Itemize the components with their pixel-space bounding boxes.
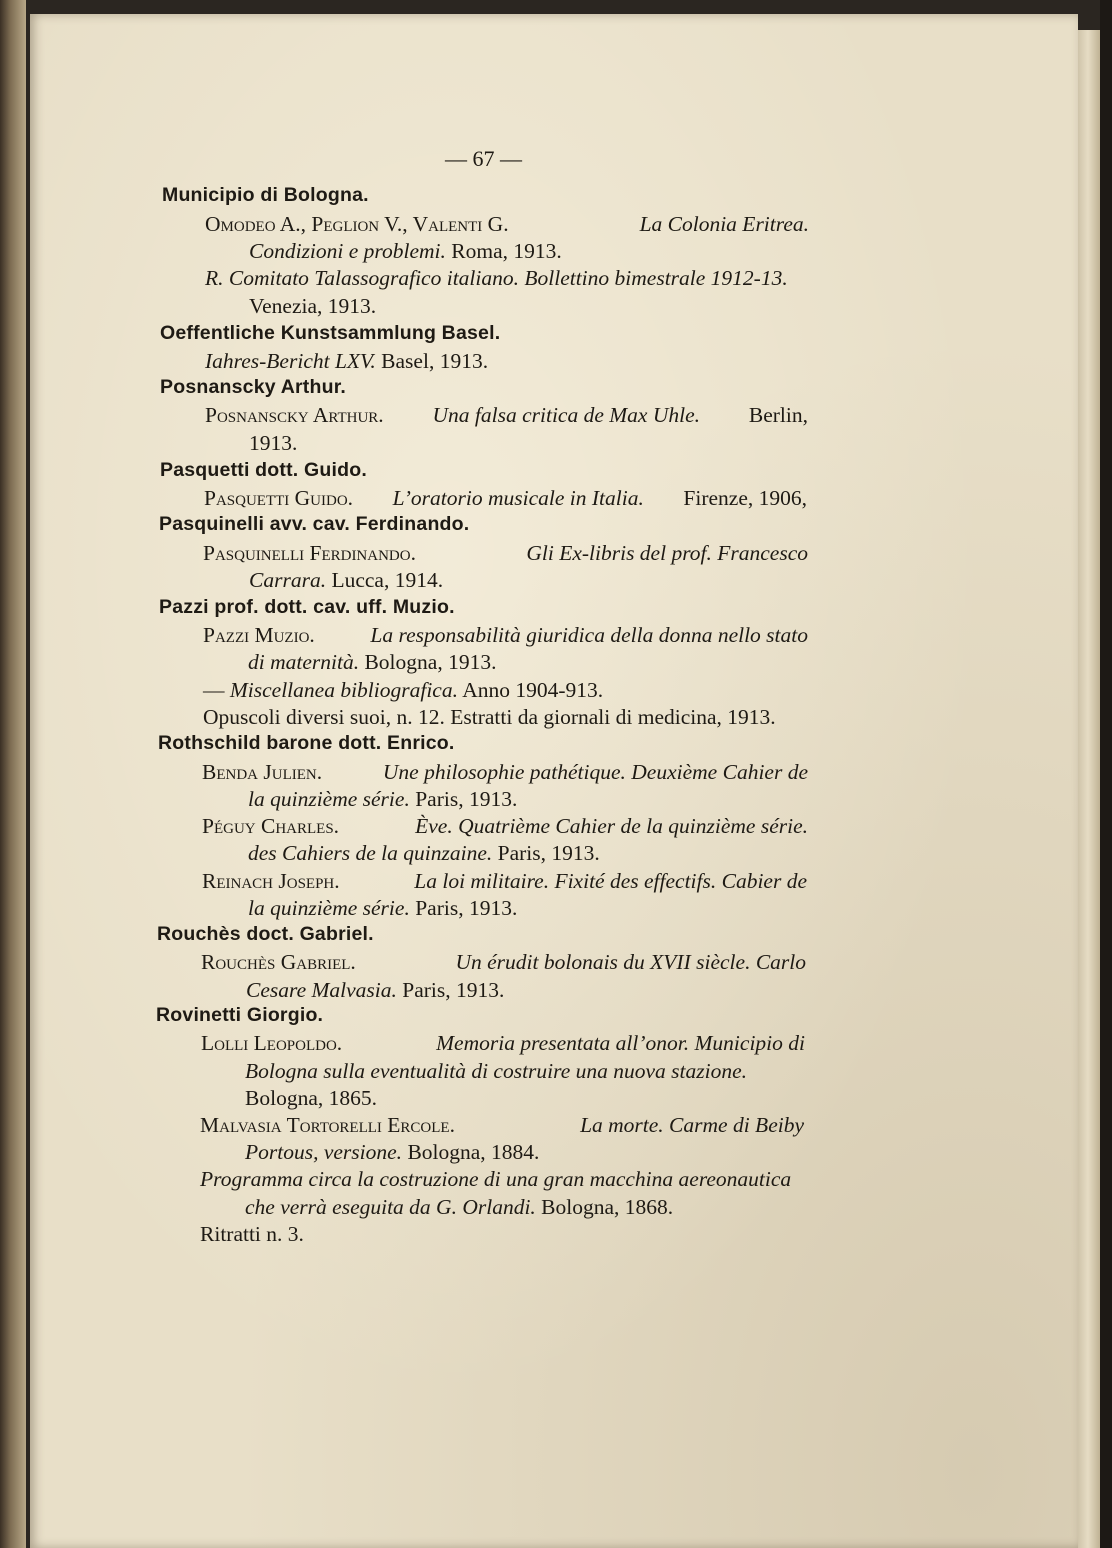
entry-title: Iahres-Bericht LXV. [205, 349, 376, 373]
entry-line [201, 1033, 805, 1055]
entry-author: Omodeo A., Peglion V., Valenti G. [205, 212, 509, 236]
entry-title: di maternità. [248, 650, 360, 674]
entry-title: Condizioni e problemi. [249, 239, 446, 263]
entry-line [203, 625, 808, 647]
entry-imprint: Basel, 1913. [381, 349, 489, 373]
entry-imprint: Lucca, 1914. [331, 568, 444, 592]
entry-title: La responsabilità giuridica della donna nello stato [370, 623, 808, 647]
entry-author: Pasquetti Guido. [204, 486, 354, 510]
entry-dash: — [203, 678, 225, 702]
entry-title: Carrara. [249, 568, 327, 592]
entry-title: Portous, versione. [245, 1140, 403, 1164]
entry-author: Péguy Charles. [202, 814, 340, 838]
entry-title: la quinzième série. [248, 896, 410, 920]
entry-imprint: Paris, 1913. [415, 896, 518, 920]
entry-line [248, 789, 517, 811]
entry-author: Lolli Leopoldo. [201, 1031, 343, 1055]
entry-line [245, 1142, 539, 1164]
entry-line [205, 405, 808, 427]
entry-title: Miscellanea bibliografica. [229, 678, 458, 702]
entry-line [246, 980, 504, 1002]
entry-title: Cesare Malvasia. [246, 978, 397, 1002]
entry-author: Pazzi Muzio. [203, 623, 315, 647]
entry-author: Reinach Joseph. [202, 869, 340, 893]
entry-author: Rouchès Gabriel. [201, 950, 356, 974]
entry-author: Benda Julien. [202, 760, 323, 784]
entry-line [205, 351, 488, 373]
entry-line [200, 1169, 804, 1191]
entry-line [202, 762, 808, 784]
entry-line [249, 241, 562, 263]
entry-title: R. Comitato Talassografico italiano. Bollettino bimestrale 1912-13. [205, 266, 788, 290]
entry-line [248, 652, 496, 674]
entry-line [249, 296, 376, 318]
entry-line [249, 570, 443, 592]
entry-title: La loi militaire. Fixité des effectifs. Cabier de [414, 869, 807, 893]
scan-right-border [1100, 0, 1112, 1548]
entry-title: Gli Ex-libris del prof. Francesco [526, 541, 808, 565]
donor-heading: Pasquinelli avv. cav. Ferdinando. [159, 513, 470, 535]
entry-title: che verrà eseguita da G. Orlandi. [245, 1195, 536, 1219]
entry-line [201, 952, 806, 974]
entry-imprint: Opuscoli diversi suoi, n. 12. Estratti da giornali di medicina, 1913. [203, 705, 776, 729]
entry-title: Un érudit bolonais du XVII siècle. Carlo [455, 950, 806, 974]
entry-line [205, 214, 809, 236]
entry-line [245, 1088, 377, 1110]
entry-line [245, 1197, 673, 1219]
entry-line [248, 898, 517, 920]
donor-heading: Municipio di Bologna. [162, 184, 369, 206]
entry-line [249, 433, 297, 455]
entry-imprint: Berlin, [748, 403, 808, 427]
entry-imprint: 1913. [249, 431, 298, 455]
donor-heading: Posnanscky Arthur. [160, 376, 347, 398]
entry-title: la quinzième série. [248, 787, 410, 811]
entry-imprint: Firenze, 1906, [683, 486, 807, 510]
donor-heading: Pazzi prof. dott. cav. uff. Muzio. [159, 596, 455, 618]
entry-line [203, 707, 776, 729]
entry-line [200, 1224, 304, 1246]
entry-imprint: Roma, 1913. [451, 239, 562, 263]
entry-line [205, 268, 809, 290]
donor-heading: Oeffentliche Kunstsammlung Basel. [160, 322, 501, 344]
entry-imprint: Ritratti n. 3. [200, 1222, 304, 1246]
donor-heading: Pasquetti dott. Guido. [160, 459, 367, 481]
entry-imprint: Paris, 1913. [402, 978, 505, 1002]
donor-heading: Rothschild barone dott. Enrico. [158, 732, 455, 754]
entry-title: L’oratorio musicale in Italia. [392, 486, 644, 510]
entry-line [248, 843, 600, 865]
book-spine-shadow [0, 0, 26, 1548]
entry-imprint: Paris, 1913. [415, 787, 518, 811]
entry-author: Malvasia Tortorelli Ercole. [200, 1113, 455, 1137]
entry-author: Pasquinelli Ferdinando. [203, 541, 416, 565]
entry-imprint: Venezia, 1913. [249, 294, 377, 318]
entry-line [203, 543, 808, 565]
entry-imprint: Bologna, 1884. [407, 1140, 540, 1164]
entry-title: Memoria presentata all’onor. Municipio di [436, 1031, 805, 1055]
page-edges [1078, 30, 1100, 1548]
entry-line [200, 1115, 804, 1137]
entry-title: Programma circa la costruzione di una gran macchina aereonautica [200, 1167, 792, 1191]
entry-imprint: Bologna, 1913. [364, 650, 497, 674]
entry-imprint: Bologna, 1865. [245, 1086, 377, 1110]
page-number: — 67 — [445, 146, 522, 171]
entry-imprint: Bologna, 1868. [541, 1195, 674, 1219]
donor-heading: Rovinetti Giorgio. [156, 1004, 324, 1026]
entry-title: des Cahiers de la quinzaine. [248, 841, 493, 865]
entry-title: La morte. Carme di Beiby [580, 1113, 804, 1137]
entry-line [203, 680, 603, 702]
entry-line [202, 871, 807, 893]
entry-imprint: Paris, 1913. [497, 841, 600, 865]
entry-title: Bologna sulla eventualità di costruire una nuova stazione. [245, 1059, 748, 1083]
entry-imprint: Anno 1904-913. [462, 678, 604, 702]
entry-author: Posnanscky Arthur. [205, 403, 384, 427]
entry-title: Une philosophie pathétique. Deuxième Cahier de [382, 760, 808, 784]
entry-line [204, 488, 807, 510]
entry-line [245, 1061, 805, 1083]
entry-title: La Colonia Eritrea. [639, 212, 809, 236]
entry-title: Una falsa critica de Max Uhle. [432, 403, 701, 427]
entry-title: Ève. Quatrième Cahier de la quinzième série. [415, 814, 808, 838]
donor-heading: Rouchès doct. Gabriel. [157, 923, 374, 945]
entry-line [202, 816, 808, 838]
